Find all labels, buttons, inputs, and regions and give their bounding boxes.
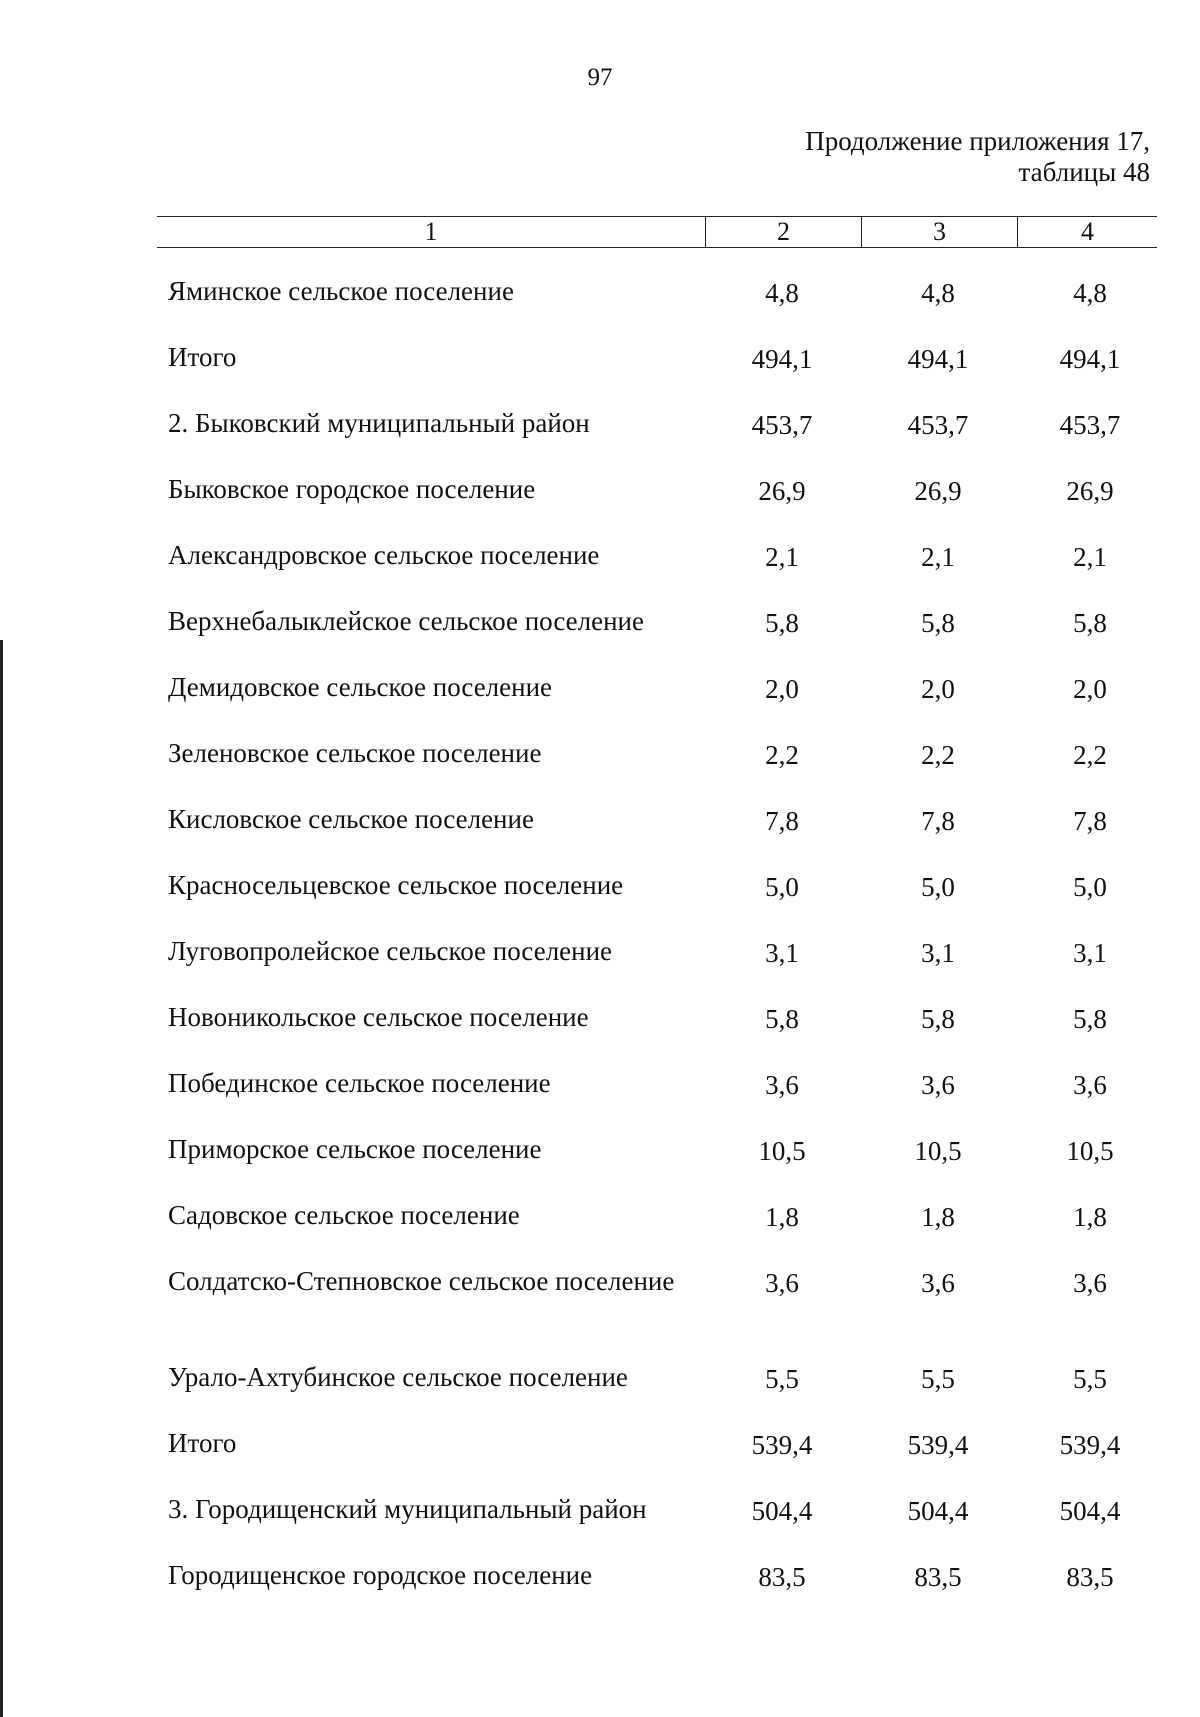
table-row	[0, 408, 1200, 474]
continuation-line-2: таблицы 48	[1018, 157, 1150, 187]
column-header-3: 3	[861, 217, 1017, 247]
table-row	[0, 804, 1200, 870]
row-name: 2. Быковский муниципальный район	[168, 408, 590, 438]
row-value-col-3: 4,8	[921, 278, 955, 308]
row-value-col-2: 3,6	[765, 1268, 799, 1298]
row-name: Зеленовское сельское поселение	[168, 738, 542, 768]
row-value-col-4: 539,4	[1059, 1430, 1121, 1460]
row-value-col-2: 494,1	[751, 344, 813, 374]
row-value-col-2: 7,8	[765, 806, 799, 836]
table-row	[0, 1134, 1200, 1200]
row-value-col-2: 5,8	[765, 608, 799, 638]
row-value-col-4: 504,4	[1059, 1496, 1121, 1526]
row-value-col-3: 5,8	[921, 608, 955, 638]
row-name: Яминское сельское поселение	[168, 276, 514, 306]
row-value-col-2: 2,0	[765, 674, 799, 704]
row-value-col-4: 3,1	[1073, 938, 1107, 968]
row-name: Демидовское сельское поселение	[168, 672, 553, 702]
row-value-col-4: 83,5	[1066, 1562, 1114, 1592]
row-value-col-4: 2,0	[1073, 674, 1107, 704]
continuation-note	[550, 126, 1150, 188]
row-name: Новоникольское сельское поселение	[168, 1002, 589, 1032]
row-value-col-4: 26,9	[1066, 476, 1114, 506]
row-value-col-2: 10,5	[758, 1136, 806, 1166]
row-value-col-4: 5,0	[1073, 872, 1107, 902]
table-row	[0, 870, 1200, 936]
row-value-col-3: 5,5	[921, 1364, 955, 1394]
row-value-col-4: 5,8	[1073, 608, 1107, 638]
row-name: Кисловское сельское поселение	[168, 804, 534, 834]
table-row	[0, 1266, 1200, 1362]
row-name: Солдатско-Степновское сельское поселение	[168, 1266, 675, 1296]
row-value-col-4: 5,8	[1073, 1004, 1107, 1034]
row-name: Приморское сельское поселение	[168, 1134, 542, 1164]
page-number: 97	[587, 64, 613, 91]
row-value-col-2: 26,9	[758, 476, 806, 506]
table-body	[0, 276, 1200, 1626]
column-header-1: 1	[424, 217, 438, 246]
row-value-col-2: 5,8	[765, 1004, 799, 1034]
row-value-col-4: 10,5	[1066, 1136, 1114, 1166]
row-value-col-4: 5,5	[1073, 1364, 1107, 1394]
row-value-col-3: 83,5	[914, 1562, 962, 1592]
table-row	[0, 606, 1200, 672]
row-value-col-2: 504,4	[751, 1496, 813, 1526]
row-name: Садовское сельское поселение	[168, 1200, 520, 1230]
row-value-col-2: 5,5	[765, 1364, 799, 1394]
row-name: Городищенское городское поселение	[168, 1560, 593, 1590]
row-value-col-4: 4,8	[1073, 278, 1107, 308]
row-value-col-3: 3,6	[921, 1268, 955, 1298]
row-name: Верхнебалыклейское сельское поселение	[168, 606, 644, 636]
row-value-col-4: 494,1	[1059, 344, 1121, 374]
row-name: 3. Городищенский муниципальный район	[168, 1494, 647, 1524]
row-value-col-4: 1,8	[1073, 1202, 1107, 1232]
row-name: Красносельцевское сельское поселение	[168, 870, 624, 900]
row-name: Итого	[168, 342, 237, 372]
row-value-col-4: 2,1	[1073, 542, 1107, 572]
row-name: Итого	[168, 1428, 237, 1458]
row-value-col-2: 2,1	[765, 542, 799, 572]
table-row	[0, 1002, 1200, 1068]
row-name: Быковское городское поселение	[168, 474, 536, 504]
row-value-col-3: 7,8	[921, 806, 955, 836]
row-value-col-2: 2,2	[765, 740, 799, 770]
table-row	[0, 540, 1200, 606]
table-header	[157, 216, 1157, 248]
row-name: Александровское сельское поселение	[168, 540, 600, 570]
row-value-col-2: 1,8	[765, 1202, 799, 1232]
row-value-col-2: 3,1	[765, 938, 799, 968]
row-value-col-3: 3,1	[921, 938, 955, 968]
row-name: Урало-Ахтубинское сельское поселение	[168, 1362, 628, 1392]
continuation-line-1: Продолжение приложения 17,	[805, 126, 1150, 156]
table-row	[0, 1068, 1200, 1134]
row-value-col-2: 539,4	[751, 1430, 813, 1460]
table-row	[0, 1494, 1200, 1560]
row-value-col-2: 5,0	[765, 872, 799, 902]
column-header-4: 4	[1017, 217, 1157, 247]
row-name: Луговопролейское сельское поселение	[168, 936, 613, 966]
table-row	[0, 1560, 1200, 1626]
table-row	[0, 1428, 1200, 1494]
row-name: Побединское сельское поселение	[168, 1068, 551, 1098]
table-row	[0, 738, 1200, 804]
row-value-col-2: 453,7	[751, 410, 813, 440]
row-value-col-2: 83,5	[758, 1562, 806, 1592]
column-header-2: 2	[705, 217, 861, 247]
row-value-col-3: 1,8	[921, 1202, 955, 1232]
row-value-col-4: 2,2	[1073, 740, 1107, 770]
row-value-col-4: 3,6	[1073, 1070, 1107, 1100]
row-value-col-4: 3,6	[1073, 1268, 1107, 1298]
table-row	[0, 474, 1200, 540]
row-value-col-3: 2,1	[921, 542, 955, 572]
row-value-col-3: 3,6	[921, 1070, 955, 1100]
row-value-col-3: 494,1	[907, 344, 969, 374]
table-row	[0, 1200, 1200, 1266]
table-row	[0, 342, 1200, 408]
row-value-col-3: 2,0	[921, 674, 955, 704]
table-row	[0, 276, 1200, 342]
row-value-col-2: 3,6	[765, 1070, 799, 1100]
row-value-col-3: 5,0	[921, 872, 955, 902]
table-row	[0, 672, 1200, 738]
row-value-col-4: 453,7	[1059, 410, 1121, 440]
row-value-col-3: 5,8	[921, 1004, 955, 1034]
row-value-col-3: 10,5	[914, 1136, 962, 1166]
row-value-col-3: 504,4	[907, 1496, 969, 1526]
table-row	[0, 936, 1200, 1002]
row-value-col-2: 4,8	[765, 278, 799, 308]
row-value-col-3: 453,7	[907, 410, 969, 440]
row-value-col-3: 26,9	[914, 476, 962, 506]
row-value-col-3: 2,2	[921, 740, 955, 770]
row-value-col-4: 7,8	[1073, 806, 1107, 836]
table-row	[0, 1362, 1200, 1428]
row-value-col-3: 539,4	[907, 1430, 969, 1460]
